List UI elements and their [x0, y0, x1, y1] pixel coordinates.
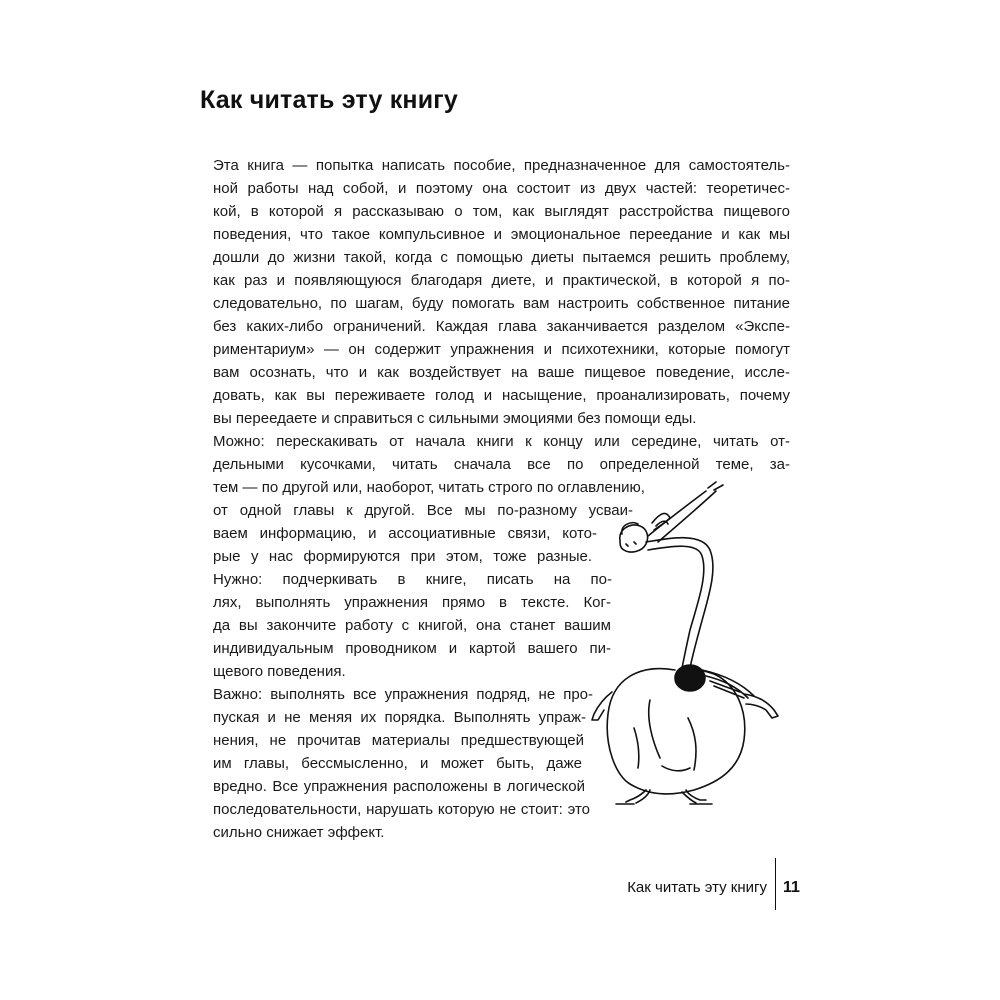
- body-line: дельными кусочками, читать сначала все по определенной теме, за-: [213, 456, 790, 473]
- body-line: индивидуальным проводником и картой вашего пи-: [213, 640, 611, 657]
- body-line: нения, не прочитав материалы предшествующей: [213, 732, 584, 749]
- body-line: последовательности, нарушать которую не стоит: это: [213, 801, 590, 818]
- body-line: дошли до жизни такой, когда с помощью диеты пытаемся решить проблему,: [213, 249, 790, 266]
- body-line: от одной главы к другой. Все мы по-разному усваи-: [213, 502, 633, 519]
- illustration-stretched-figure: [590, 478, 790, 808]
- body-line: щевого поведения.: [213, 663, 346, 680]
- body-line: ваем информацию, и ассоциативные связи, кото-: [213, 525, 597, 542]
- footer-divider: [775, 858, 776, 910]
- body-line: поведения, что такое компульсивное и эмоциональное переедание и как мы: [213, 226, 790, 243]
- body-line: Важно: выполнять все упражнения подряд, не про-: [213, 686, 593, 703]
- page-number: 11: [783, 879, 800, 896]
- body-line: без каких-либо ограничений. Каждая глава заканчивается разделом «Экспе-: [213, 318, 790, 335]
- body-line: ной работы над собой, и поэтому она состоит из двух частей: теоретичес-: [213, 180, 790, 197]
- body-line: рые у нас формируются при этом, тоже разные.: [213, 548, 592, 565]
- body-line: Эта книга — попытка написать пособие, предназначенное для самостоятель-: [213, 157, 790, 174]
- body-line: лях, выполнять упражнения прямо в тексте. Ког-: [213, 594, 611, 611]
- body-line: Можно: перескакивать от начала книги к концу или середине, читать от-: [213, 433, 790, 450]
- body-line: пуская и не меняя их порядка. Выполнять упраж-: [213, 709, 586, 726]
- body-line: Нужно: подчеркивать в книге, писать на по-: [213, 571, 612, 588]
- body-line: им главы, бессмысленно, и может быть, даже: [213, 755, 582, 772]
- body-line: вредно. Все упражнения расположены в логической: [213, 778, 585, 795]
- body-line: тем — по другой или, наоборот, читать строго по оглавлению,: [213, 479, 645, 496]
- body-line: кой, в которой я рассказываю о том, как выглядят расстройства пищевого: [213, 203, 790, 220]
- body-line: сильно снижает эффект.: [213, 824, 385, 841]
- body-line: как раз и появляющуюся благодаря диете, и практической, в которой я по-: [213, 272, 790, 289]
- page-title: Как читать эту книгу: [200, 86, 459, 114]
- running-footer-title: Как читать эту книгу: [627, 879, 767, 896]
- body-line: вы переедаете и справиться с сильными эмоциями без помощи еды.: [213, 410, 697, 427]
- body-line: следовательно, по шагам, буду помогать вам настроить собственное питание: [213, 295, 790, 312]
- body-line: довать, как вы переживаете голод и насыщение, проанализировать, почему: [213, 387, 790, 404]
- body-line: риментариум» — он содержит упражнения и психотехники, которые помогут: [213, 341, 790, 358]
- body-line: вам осознать, что и как воздействует на ваше пищевое поведение, иссле-: [213, 364, 790, 381]
- body-line: да вы закончите работу с книгой, она станет вашим: [213, 617, 611, 634]
